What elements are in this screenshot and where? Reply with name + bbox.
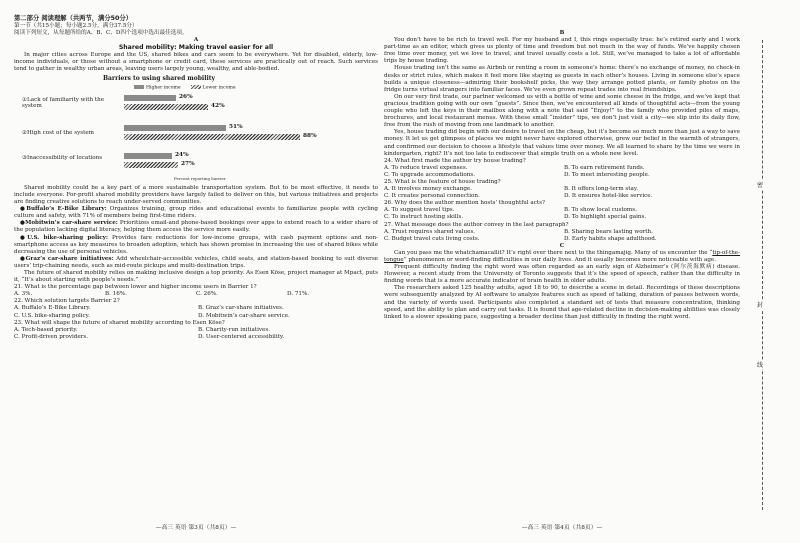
value-label: 88% [303,132,317,139]
question-23: 23. What will shape the future of shared mobility according to Esen Köse? [14,319,225,326]
value-label: 51% [229,123,243,130]
option[interactable]: B. To show local customs. [564,207,637,214]
paragraph: On our very first trade, our partner welcomed us with a bottle of wine and some cheese in the fridge, and we’ve kept that gracious tradition going with our own “guests”. Since then, we’ve encountered all kinds of thoughtful acts—from the young couple who left the keys in their mailbox along with a note that said “Enjoy!” to the family who provided piles of maps, brochures, and local restaurant menus. With these small “insider” tips, we don’t just visit a city—we slip into its daily flow, free from the rush of moving from one landmark to another. [384,93,740,129]
bar-lower-income [124,134,300,140]
option[interactable]: D. Mobitwin’s car-share service. [198,312,290,319]
passage-letter-a: A [193,37,199,44]
legend-lower-label: Lower income [202,85,236,91]
binding-mark: 密 [757,182,764,189]
bar-higher-income [124,125,226,131]
category-label: ②High cost of the system [22,129,94,136]
value-label: 42% [211,102,225,109]
question-22: 22. Which solution targets Barrier 2? [14,298,120,305]
category-label: ①Lack of familiarity with the system [22,96,105,110]
option[interactable]: C. To upgrade accommodations. [384,171,476,178]
option[interactable]: A. To reduce travel expenses. [384,164,468,171]
intro-paragraph: In major cities across Europe and the US, shared bikes and cars seem to be everywhere. Yet for disabled, elderly, low-income individuals, or those without a smartphone or credit card, these services are practically out of reach. Such services tend to gather in wealthy urban areas, leaving users largely young, wealthy, and able-bodied. [14,51,378,72]
question-26: 26. Why does the author mention hosts’ thoughtful acts? [384,200,546,207]
part-header: 第二部分 阅读理解（共两节，满分50分） [14,15,133,22]
legend-lower [191,85,236,91]
solution-name: Buffalo’s E-Bike Library: [26,206,107,213]
text-run: ” phenomenon or word-finding difficulties in our daily lives. And it usually becomes more noticeable with age. [403,257,717,263]
section-header: 第一节（共15小题；每小题2.5分，满分37.5分） [14,23,138,30]
question-27: 27. What message does the author convey in the last paragraph? [384,221,569,228]
option[interactable]: A. Buffalo’s E-Bike Library. [14,305,91,312]
options-24 [384,172,740,179]
solution-item: ●U.S. bike-sharing policy: Provides fare reductions for low-income groups, with cash payment options and non-smartphone access as key measures to broaden adoption, which has shown promise in increasing the use of shared bikes while decreasing the use of personal vehicles. [14,234,378,255]
passage-letter-b: B [559,30,565,36]
value-label: 26% [179,93,193,100]
option[interactable]: A. It involves money exchange. [384,186,472,193]
question-25: 25. What is the feature of house trading? [384,178,501,185]
options-25 [384,186,740,193]
question-24: 24. What first made the author try house trading? [384,157,526,164]
option[interactable]: C. U.S. bike-sharing policy. [14,312,90,319]
options-24 [384,165,740,172]
option[interactable]: B. To earn retirement funds. [564,164,645,171]
option[interactable]: D. It ensures hotel-like service. [564,193,653,200]
question-21: 21. What is the percentage gap between lower and higher income users in Barrier 1? [14,284,257,291]
options-22 [14,305,378,312]
paragraph [384,250,740,264]
solution-item: ●Buffalo’s E-Bike Library: Organizes training, group rides and educational events to familiarize people with cycling culture and safety, with 71% of members being first-time riders. [14,206,378,220]
option[interactable]: B. Sharing bears lasting worth. [564,228,653,235]
option[interactable]: B. It offers long-term stay. [564,186,639,193]
solution-item: ●Graz’s car-share initiatives: Add wheelchair-accessible vehicles, child seats, and station-based booking to suit diverse users’ trip-chaining needs, such as mid-route pickups and multi-destination trips. [14,255,378,269]
solution-text: Provides fare reductions for low-income groups, with cash payment options and non-smartphone access as key measures to broaden adoption, which has shown promise in increasing the use of shared bikes while decreasing the use of personal vehicles. [14,234,378,255]
chart-legend [134,85,236,91]
solution-text: Prioritizes email-and phone-based bookings over apps to extend reach to a wider share of the population lacking digital literacy, helping them access the service more easily. [14,220,378,234]
bar-higher-income [124,153,172,159]
value-label: 24% [175,151,189,158]
options-26 [384,214,740,221]
option[interactable]: C. Profit-driven providers. [14,333,88,340]
option[interactable]: C. It creates personal connection. [384,193,480,200]
underlined-phrase: tip-of-the-tongue [384,249,740,263]
left-column [14,0,378,543]
option[interactable]: D. 71%. [287,291,310,298]
bar-lower-income [124,162,178,168]
option[interactable]: D. User-centered accessibility. [198,333,285,340]
page-footer: —高三 英语 第4页（共8页）— [521,525,603,531]
solution-name: Mobitwin’s car-share service: [25,220,118,227]
page-footer: —高三 英语 第3页（共8页）— [155,525,237,531]
paragraph: You don’t have to be rich to travel well. For my husband and I, this rings especially true: he’s retired early and I work part-time as an editor, which gives us plenty of time and freedom but not much in the way of funds. We’ve happily chosen free time over money, yet we love to travel, and travel usually costs a lot. Still, we’ve managed to take a lot of affordable trips by house trading. [384,37,740,65]
option[interactable]: C. To instruct hosting skills. [384,214,464,221]
options-27 [384,236,740,243]
instruction: 阅读下列短文，从每题所给的A、B、C、D四个选项中选出最佳选项。 [14,30,188,37]
option[interactable]: A. To suggest travel tips. [384,207,455,214]
paragraph: House trading isn’t the same as Airbnb or renting a room in someone’s home: there’s no exchange of money, no check-in desks or strict rules, which makes it feel more like staying as guests in each other’s houses. Living in someone else’s space builds a unique closeness—admiring their bookshelf picks, the way they arrange potted plants, or family photos on the fridge turns virtual strangers into familiar faces. We’ve even grown repeat trades into real friendships. [384,65,740,93]
legend-higher [134,85,181,91]
right-column [384,0,740,543]
chart-title: Barriers to using shared mobility [102,74,216,82]
options-21 [14,291,378,298]
value-label: 27% [181,160,195,167]
options-25 [384,193,740,200]
solution-text: Add wheelchair-accessible vehicles, child seats, and station-based booking to suit diverse users’ trip-chaining needs, such as mid-route pickups and multi-destination trips. [14,255,378,269]
option[interactable]: C. 26%. [196,291,218,298]
binding-mark: 封 [757,302,764,309]
bar-lower-income [124,104,208,110]
option[interactable]: D. To meet interesting people. [564,171,650,178]
option[interactable]: A. Tech-based priority. [14,326,78,333]
option[interactable]: B. Charity-run initiatives. [198,326,271,333]
paragraph: Frequent difficulty finding the right word was often regarded as an early sign of Alzheimer’s (阿尔茨海默病) disease. However, a recent study from the University of Toronto suggests that it’s the speed of speech, rather than the difficulty in finding words that is a more accurate indicator of brain health in older adults. [384,264,740,285]
text-run: Can you pass me the whatchamacallit? It’s right over there next to the thingamajig. Many of us encounter the “ [394,249,713,256]
option[interactable]: B. Graz’s car-share initiatives. [198,305,284,312]
closing-paragraph: The future of shared mobility relies on making inclusive design a top priority. As Esen Köse, project manager at Mpact, puts it, “It’s about starting with people’s needs.” [14,269,378,284]
paragraph: The researchers asked 125 healthy adults, aged 18 to 90, to describe a scene in detail. Recordings of these descriptions were subsequently analyzed by AI software to analyze features such as speed of talking, duration of pauses between words, and the variety of words used. Participants also completed a standard set of tests that measure concentration, thinking speed, and the ability to plan and carry out tasks. It is found that age-related decline in decision-making abilities was closely linked to a slower speaking pace, suggesting a broader decline than just difficulty in finding the right word. [384,285,740,320]
solution-name: Graz’s car-share initiatives: [25,255,114,262]
option[interactable]: D. Early habits shape adulthood. [564,235,657,242]
options-23 [14,327,378,334]
paragraph: Yes, house trading did begin with our desire to travel on the cheap, but it’s become so much more than just a way to save money. It let us get glimpses of places we might never have explored otherwise, grew our belief in the warmth of strangers, and confirmed our decision to choose a lifestyle that values time over money. We all learned to share by the time we were in kindergarten, right? It’s not too late to rediscover that simple truth on a whole new level. [384,129,740,157]
option[interactable]: C. Budget travel cuts living costs. [384,235,480,242]
options-27 [384,229,740,236]
option[interactable]: A. Trust requires shared values. [384,228,476,235]
option[interactable]: B. 16%. [105,291,127,298]
passage-letter-c: C [559,242,565,249]
binding-mark: 线 [757,362,764,369]
x-axis-label: Percent reporting barrier [174,175,226,181]
options-22 [14,313,378,320]
bar-higher-income [124,95,176,101]
option[interactable]: A. 3%. [14,291,33,298]
option[interactable]: D. To highlight special gains. [564,214,647,221]
paragraph: Shared mobility could be a key part of a more sustainable transportation system. But to be most effective, it needs to include everyone. For-profit shared mobility providers have largely failed to deliver on this, but various initiatives and projects are finding creative solutions to reach under-served communities. [14,184,378,206]
legend-higher-label: Higher income [146,85,181,91]
passage-title: Shared mobility: Making travel easier for all [118,44,274,52]
category-label: ③Inaccessibility of locations [22,154,103,161]
solution-text: Organizes training, group rides and educational events to familiarize people with cycling culture and safety, with 71% of members being first-time riders. [14,206,378,220]
barrier-chart [14,75,378,183]
solution-item: ●Mobitwin’s car-share service: Prioritizes email-and phone-based bookings over apps to extend reach to a wider share of the population lacking digital literacy, helping them access the service more easily. [14,220,378,234]
binding-line [762,40,763,510]
options-26 [384,207,740,214]
options-23 [14,334,378,341]
solution-name: U.S. bike-sharing policy: [27,234,108,241]
